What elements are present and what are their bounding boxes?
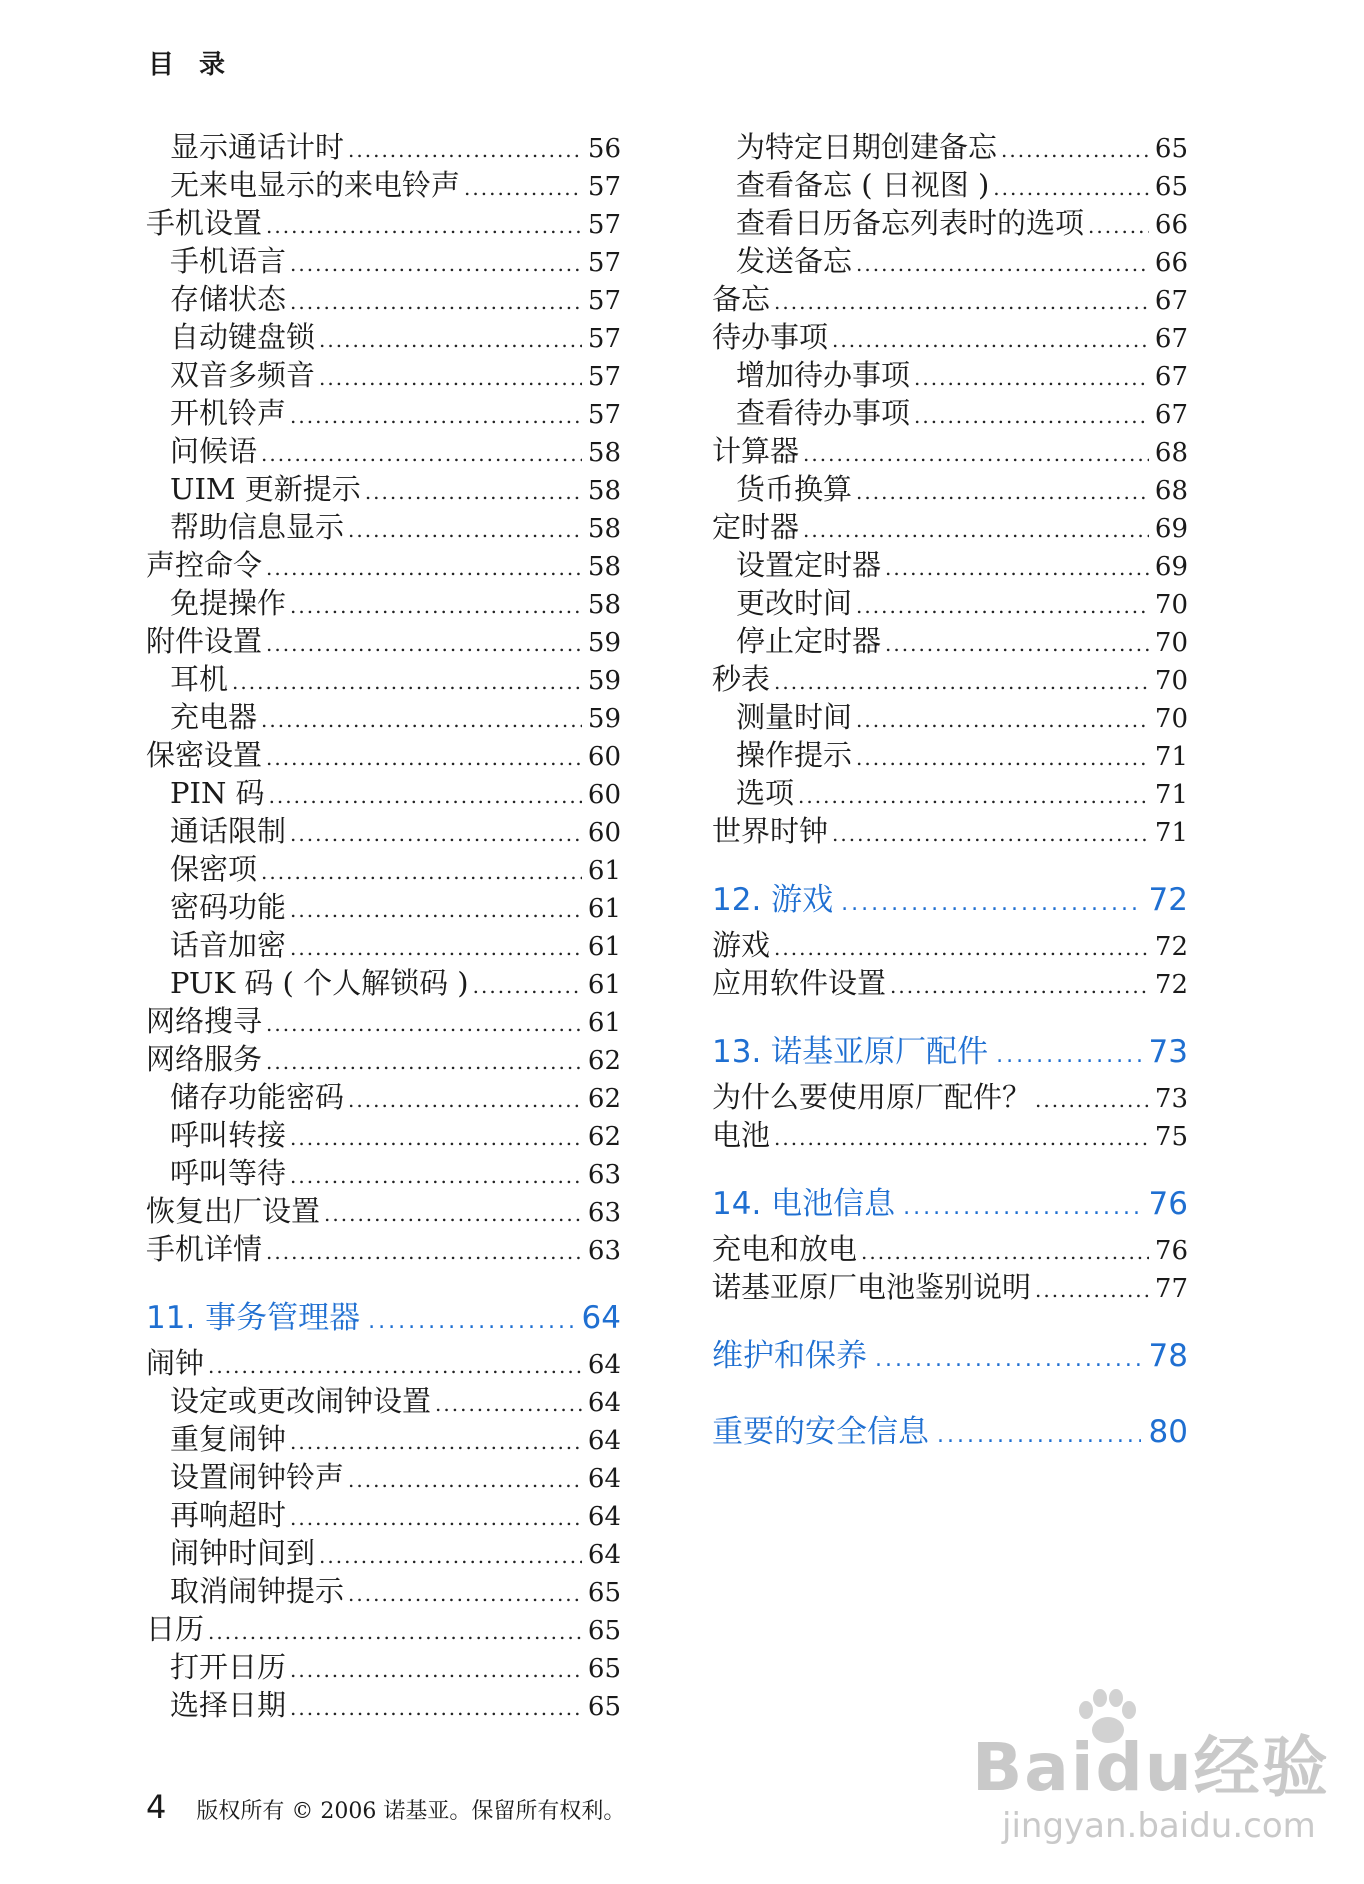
toc-entry-title: 增加待办事项	[736, 358, 911, 392]
toc-page-number: 57	[587, 324, 621, 354]
toc-page-number: 57	[587, 362, 621, 392]
dot-leader	[774, 1119, 1149, 1157]
toc-entry[interactable]	[712, 1268, 1188, 1306]
dot-leader	[290, 1157, 582, 1195]
toc-subentry[interactable]	[712, 128, 1188, 166]
toc-subentry[interactable]	[146, 1420, 621, 1458]
toc-page-number: 58	[587, 514, 621, 544]
dot-leader	[290, 1499, 582, 1537]
dot-leader	[856, 473, 1149, 511]
toc-page-number: 59	[587, 704, 621, 734]
toc-page-number: 65	[587, 1578, 621, 1608]
toc-page-number: 73	[1148, 1034, 1188, 1070]
toc-subentry[interactable]	[712, 394, 1188, 432]
toc-entry[interactable]	[712, 964, 1188, 1002]
toc-entry-title: 定时器	[712, 510, 800, 544]
toc-entry-title: 耳机	[170, 662, 229, 696]
toc-section-heading[interactable]	[712, 1406, 1188, 1458]
toc-page-number: 57	[587, 400, 621, 430]
toc-page-number: 70	[1154, 590, 1188, 620]
toc-page-number: 65	[1154, 134, 1188, 164]
toc-entry-title: 附件设置	[146, 624, 263, 658]
dot-leader	[832, 321, 1149, 359]
dot-leader	[1001, 131, 1149, 169]
toc-page-number: 68	[1154, 438, 1188, 468]
dot-leader	[232, 663, 582, 701]
toc-subentry[interactable]	[712, 584, 1188, 622]
toc-page-number: 64	[581, 1300, 621, 1336]
toc-entry[interactable]	[146, 736, 621, 774]
toc-subentry[interactable]	[146, 318, 621, 356]
toc-page-number: 65	[587, 1616, 621, 1646]
dot-leader	[1035, 1271, 1149, 1309]
toc-entry-title: 无来电显示的来电铃声	[170, 168, 461, 202]
toc-subentry[interactable]	[146, 660, 621, 698]
dot-leader	[856, 701, 1149, 739]
dot-leader	[290, 1651, 582, 1689]
dot-leader	[319, 359, 582, 397]
toc-entry-title: 闹钟	[146, 1346, 205, 1380]
toc-entry[interactable]	[712, 812, 1188, 850]
toc-entry-title: 日历	[146, 1612, 205, 1646]
toc-subentry[interactable]	[146, 888, 621, 926]
toc-subentry[interactable]	[712, 622, 1188, 660]
toc-subentry[interactable]	[712, 698, 1188, 736]
toc-subentry[interactable]	[712, 546, 1188, 584]
toc-page-number: 71	[1154, 818, 1188, 848]
toc-entry-title: PIN 码	[170, 776, 265, 810]
toc-section-heading[interactable]	[146, 1292, 621, 1344]
dot-leader	[290, 891, 582, 929]
toc-page-number: 57	[587, 210, 621, 240]
toc-page-number: 61	[587, 932, 621, 962]
toc-subentry[interactable]	[146, 698, 621, 736]
toc-subentry[interactable]	[146, 774, 621, 812]
footer-copyright: 版权所有 © 2006 诺基亚。保留所有权利。	[196, 1799, 626, 1824]
dot-leader	[890, 967, 1149, 1005]
dot-leader	[856, 245, 1149, 283]
dot-leader	[266, 1005, 582, 1043]
toc-subentry[interactable]	[146, 1458, 621, 1496]
dot-leader	[269, 777, 582, 815]
toc-entry-title: 密码功能	[170, 890, 287, 924]
toc-page-number: 80	[1148, 1414, 1188, 1450]
toc-entry[interactable]	[712, 926, 1188, 964]
toc-page-number: 58	[587, 590, 621, 620]
toc-page-number: 64	[587, 1350, 621, 1380]
watermark-brand: Baidu经验	[972, 1729, 1330, 1806]
dot-leader	[832, 815, 1149, 853]
toc-entry[interactable]	[146, 1230, 621, 1268]
toc-page-number: 71	[1154, 780, 1188, 810]
toc-page-number: 65	[1154, 172, 1188, 202]
toc-entry-title: 保密项	[170, 852, 258, 886]
dot-leader	[993, 169, 1149, 207]
dot-leader	[319, 321, 582, 359]
toc-entry-title: 设置闹钟铃声	[170, 1460, 345, 1494]
toc-entry[interactable]	[712, 1116, 1188, 1154]
toc-page-number: 57	[587, 286, 621, 316]
toc-entry-title: UIM 更新提示	[170, 472, 361, 506]
toc-page-number: 63	[587, 1160, 621, 1190]
toc-entry-title: 应用软件设置	[712, 966, 887, 1000]
toc-entry-title: 手机设置	[146, 206, 263, 240]
toc-entry-title: 免提操作	[170, 586, 287, 620]
toc-entry-title: 为特定日期创建备忘	[736, 130, 998, 164]
toc-entry-title: 充电和放电	[712, 1232, 858, 1266]
toc-page-number: 64	[587, 1388, 621, 1418]
toc-page-number: 67	[1154, 286, 1188, 316]
page-header-title: 目 录	[148, 50, 234, 80]
toc-entry-title: 充电器	[170, 700, 258, 734]
dot-leader	[290, 1423, 582, 1461]
toc-page-number: 58	[587, 552, 621, 582]
toc-entry-title: 话音加密	[170, 928, 287, 962]
dot-leader	[798, 777, 1149, 815]
dot-leader	[290, 1119, 582, 1157]
toc-page-number: 66	[1154, 210, 1188, 240]
dot-leader	[324, 1195, 582, 1233]
toc-entry-title: 储存功能密码	[170, 1080, 345, 1114]
dot-leader	[774, 929, 1149, 967]
dot-leader	[803, 511, 1149, 549]
toc-entry-title: 测量时间	[736, 700, 853, 734]
toc-entry-title: 更改时间	[736, 586, 853, 620]
toc-page-number: 60	[587, 818, 621, 848]
dot-leader	[996, 1030, 1140, 1082]
toc-entry[interactable]	[712, 1078, 1188, 1116]
dot-leader	[885, 625, 1149, 663]
dot-leader	[261, 701, 582, 739]
toc-subentry[interactable]	[712, 774, 1188, 812]
toc-entry[interactable]	[146, 204, 621, 242]
toc-entry-title: 诺基亚原厂电池鉴别说明	[712, 1270, 1032, 1304]
toc-entry-title: 计算器	[712, 434, 800, 468]
toc-section-heading[interactable]	[712, 1178, 1188, 1230]
toc-page-number: 67	[1154, 362, 1188, 392]
dot-leader	[368, 1296, 573, 1348]
dot-leader	[261, 435, 582, 473]
watermark-url: jingyan.baidu.com	[1002, 1806, 1316, 1846]
toc-entry-title: 电池	[712, 1118, 771, 1152]
toc-entry-title: 操作提示	[736, 738, 853, 772]
toc-subentry[interactable]	[146, 850, 621, 888]
toc-entry[interactable]	[146, 546, 621, 584]
toc-subentry[interactable]	[146, 1154, 621, 1192]
toc-entry[interactable]	[712, 280, 1188, 318]
toc-page-number: 70	[1154, 628, 1188, 658]
toc-section-heading[interactable]	[712, 1330, 1188, 1382]
dot-leader	[319, 1537, 582, 1575]
toc-right-column	[712, 128, 1188, 1458]
toc-entry-title: 世界时钟	[712, 814, 829, 848]
dot-leader	[1035, 1081, 1149, 1119]
toc-page-number: 70	[1154, 704, 1188, 734]
toc-entry-title: 停止定时器	[736, 624, 882, 658]
dot-leader	[261, 853, 582, 891]
toc-page-number: 58	[587, 476, 621, 506]
dot-leader	[914, 397, 1149, 435]
toc-page-number: 60	[587, 780, 621, 810]
toc-page-number: 66	[1154, 248, 1188, 278]
toc-page-number: 58	[587, 438, 621, 468]
toc-page-number: 73	[1154, 1084, 1188, 1114]
toc-page-number: 56	[587, 134, 621, 164]
toc-entry[interactable]	[146, 1002, 621, 1040]
toc-subentry[interactable]	[146, 1116, 621, 1154]
toc-entry-title: 呼叫转接	[170, 1118, 287, 1152]
toc-entry-title: 再响超时	[170, 1498, 287, 1532]
dot-leader	[208, 1613, 582, 1651]
toc-entry-title: 问候语	[170, 434, 258, 468]
toc-subentry[interactable]	[146, 432, 621, 470]
dot-leader	[1088, 207, 1149, 245]
toc-page-number: 57	[587, 172, 621, 202]
dot-leader	[856, 739, 1149, 777]
toc-subentry[interactable]	[146, 812, 621, 850]
toc-left-column	[146, 128, 621, 1724]
toc-page-number: 62	[587, 1084, 621, 1114]
dot-leader	[348, 1081, 582, 1119]
dot-leader	[290, 245, 582, 283]
toc-page-number: 63	[587, 1198, 621, 1228]
toc-page-number: 61	[587, 1008, 621, 1038]
toc-entry-title: 发送备忘	[736, 244, 853, 278]
toc-subentry[interactable]	[146, 926, 621, 964]
toc-entry-title: 12. 游戏	[712, 882, 834, 918]
toc-subentry[interactable]	[146, 128, 621, 166]
toc-page-number: 67	[1154, 400, 1188, 430]
toc-entry-title: 14. 电池信息	[712, 1186, 896, 1222]
dot-leader	[937, 1410, 1141, 1462]
toc-page-number: 72	[1154, 932, 1188, 962]
toc-subentry[interactable]	[146, 394, 621, 432]
toc-page-number: 57	[587, 248, 621, 278]
toc-subentry[interactable]	[712, 736, 1188, 774]
dot-leader	[348, 131, 582, 169]
dot-leader	[266, 625, 582, 663]
toc-entry[interactable]	[146, 1344, 621, 1382]
toc-entry[interactable]	[146, 1610, 621, 1648]
toc-page-number: 64	[587, 1426, 621, 1456]
toc-subentry[interactable]	[146, 1078, 621, 1116]
toc-subentry[interactable]	[146, 1496, 621, 1534]
dot-leader	[290, 587, 582, 625]
dot-leader	[266, 549, 582, 587]
dot-leader	[856, 587, 1149, 625]
toc-entry-title: 网络服务	[146, 1042, 263, 1076]
toc-page-number: 76	[1148, 1186, 1188, 1222]
toc-subentry[interactable]	[712, 242, 1188, 280]
toc-entry-title: 重复闹钟	[170, 1422, 287, 1456]
toc-entry-title: 手机语言	[170, 244, 287, 278]
toc-entry[interactable]	[712, 318, 1188, 356]
toc-subentry[interactable]	[146, 166, 621, 204]
toc-entry-title: 通话限制	[170, 814, 287, 848]
toc-page-number: 62	[587, 1046, 621, 1076]
toc-entry-title: 查看备忘 ( 日视图 )	[736, 168, 990, 202]
toc-subentry[interactable]	[146, 508, 621, 546]
toc-entry-title: 选项	[736, 776, 795, 810]
toc-page-number: 69	[1154, 552, 1188, 582]
toc-page-number: 75	[1154, 1122, 1188, 1152]
toc-entry-title: 维护和保养	[712, 1338, 867, 1374]
toc-subentry[interactable]	[146, 1572, 621, 1610]
toc-entry-title: 秒表	[712, 662, 771, 696]
dot-leader	[348, 511, 582, 549]
toc-subentry[interactable]	[146, 356, 621, 394]
dot-leader	[885, 549, 1149, 587]
toc-entry-title: 显示通话计时	[170, 130, 345, 164]
toc-subentry[interactable]	[146, 1686, 621, 1724]
toc-entry[interactable]	[712, 660, 1188, 698]
toc-subentry[interactable]	[712, 166, 1188, 204]
toc-page-number: 61	[587, 894, 621, 924]
toc-page-number: 63	[587, 1236, 621, 1266]
dot-leader	[841, 878, 1140, 930]
toc-entry-title: 恢复出厂设置	[146, 1194, 321, 1228]
toc-entry-title: 保密设置	[146, 738, 263, 772]
toc-entry-title: 为什么要使用原厂配件？	[712, 1080, 1032, 1114]
toc-subentry[interactable]	[146, 964, 621, 1002]
toc-page-number: 67	[1154, 324, 1188, 354]
toc-entry-title: 11. 事务管理器	[146, 1300, 361, 1336]
dot-leader	[435, 1385, 582, 1423]
toc-subentry[interactable]	[146, 584, 621, 622]
toc-entry-title: 设定或更改闹钟设置	[170, 1384, 432, 1418]
dot-leader	[266, 739, 582, 777]
toc-entry-title: 游戏	[712, 928, 771, 962]
dot-leader	[266, 207, 582, 245]
toc-page-number: 64	[587, 1502, 621, 1532]
dot-leader	[266, 1233, 582, 1271]
dot-leader	[903, 1182, 1140, 1234]
toc-subentry[interactable]	[712, 470, 1188, 508]
dot-leader	[266, 1043, 582, 1081]
toc-page-number: 71	[1154, 742, 1188, 772]
toc-page-number: 78	[1148, 1338, 1188, 1374]
toc-subentry[interactable]	[146, 470, 621, 508]
dot-leader	[208, 1347, 582, 1385]
toc-entry-title: 13. 诺基亚原厂配件	[712, 1034, 989, 1070]
toc-subentry[interactable]	[712, 204, 1188, 242]
toc-subentry[interactable]	[146, 1648, 621, 1686]
toc-entry-title: 声控命令	[146, 548, 263, 582]
toc-entry-title: 货币换算	[736, 472, 853, 506]
toc-entry-title: 网络搜寻	[146, 1004, 263, 1038]
toc-section-heading[interactable]	[712, 1026, 1188, 1078]
toc-page-number: 62	[587, 1122, 621, 1152]
toc-entry-title: 选择日期	[170, 1688, 287, 1722]
toc-entry[interactable]	[712, 1230, 1188, 1268]
toc-page-number: 59	[587, 666, 621, 696]
toc-page-number: 69	[1154, 514, 1188, 544]
toc-page-number: 59	[587, 628, 621, 658]
toc-page-number: 65	[587, 1654, 621, 1684]
toc-subentry[interactable]	[146, 1534, 621, 1572]
dot-leader	[348, 1461, 582, 1499]
toc-subentry[interactable]	[146, 242, 621, 280]
toc-page-number: 60	[587, 742, 621, 772]
dot-leader	[290, 815, 582, 853]
toc-page-number: 61	[587, 856, 621, 886]
toc-entry-title: 手机详情	[146, 1232, 263, 1266]
toc-subentry[interactable]	[146, 1382, 621, 1420]
toc-entry-title: 备忘	[712, 282, 771, 316]
toc-entry-title: 闹钟时间到	[170, 1536, 316, 1570]
toc-entry-title: 待办事项	[712, 320, 829, 354]
dot-leader	[774, 283, 1149, 321]
dot-leader	[803, 435, 1149, 473]
toc-page-number: 77	[1154, 1274, 1188, 1304]
toc-entry-title: 查看日历备忘列表时的选项	[736, 206, 1085, 240]
toc-page-number: 64	[587, 1540, 621, 1570]
toc-page-number: 65	[587, 1692, 621, 1722]
toc-entry-title: 设置定时器	[736, 548, 882, 582]
toc-entry[interactable]	[146, 1192, 621, 1230]
dot-leader	[290, 397, 582, 435]
toc-page-number: 68	[1154, 476, 1188, 506]
dot-leader	[365, 473, 582, 511]
toc-entry-title: 重要的安全信息	[712, 1414, 929, 1450]
toc-entry-title: 打开日历	[170, 1650, 287, 1684]
dot-leader	[464, 169, 582, 207]
toc-entry-title: 存储状态	[170, 282, 287, 316]
toc-entry-title: 自动键盘锁	[170, 320, 316, 354]
toc-page-number: 72	[1154, 970, 1188, 1000]
toc-entry-title: 取消闹钟提示	[170, 1574, 345, 1608]
toc-entry-title: 呼叫等待	[170, 1156, 287, 1190]
toc-entry[interactable]	[712, 432, 1188, 470]
dot-leader	[348, 1575, 582, 1613]
toc-section-heading[interactable]	[712, 874, 1188, 926]
toc-entry[interactable]	[712, 508, 1188, 546]
toc-entry[interactable]	[146, 1040, 621, 1078]
toc-entry-title: 双音多频音	[170, 358, 316, 392]
dot-leader	[290, 1689, 582, 1727]
toc-entry-title: 查看待办事项	[736, 396, 911, 430]
toc-page-number: 61	[587, 970, 621, 1000]
toc-page-number: 64	[587, 1464, 621, 1494]
toc-entry-title: 开机铃声	[170, 396, 287, 430]
dot-leader	[290, 929, 582, 967]
toc-entry-title: PUK 码 ( 个人解锁码 )	[170, 966, 469, 1000]
dot-leader	[473, 967, 582, 1005]
toc-subentry[interactable]	[146, 280, 621, 318]
dot-leader	[774, 663, 1149, 701]
toc-subentry[interactable]	[712, 356, 1188, 394]
dot-leader	[861, 1233, 1149, 1271]
baidu-watermark	[972, 1688, 1352, 1858]
toc-page-number: 70	[1154, 666, 1188, 696]
toc-page-number: 76	[1154, 1236, 1188, 1266]
footer-page-number: 4	[146, 1788, 167, 1826]
toc-entry-title: 帮助信息显示	[170, 510, 345, 544]
dot-leader	[875, 1334, 1141, 1386]
page-footer	[146, 1788, 625, 1826]
dot-leader	[290, 283, 582, 321]
toc-entry[interactable]	[146, 622, 621, 660]
toc-page-number: 72	[1148, 882, 1188, 918]
dot-leader	[914, 359, 1149, 397]
